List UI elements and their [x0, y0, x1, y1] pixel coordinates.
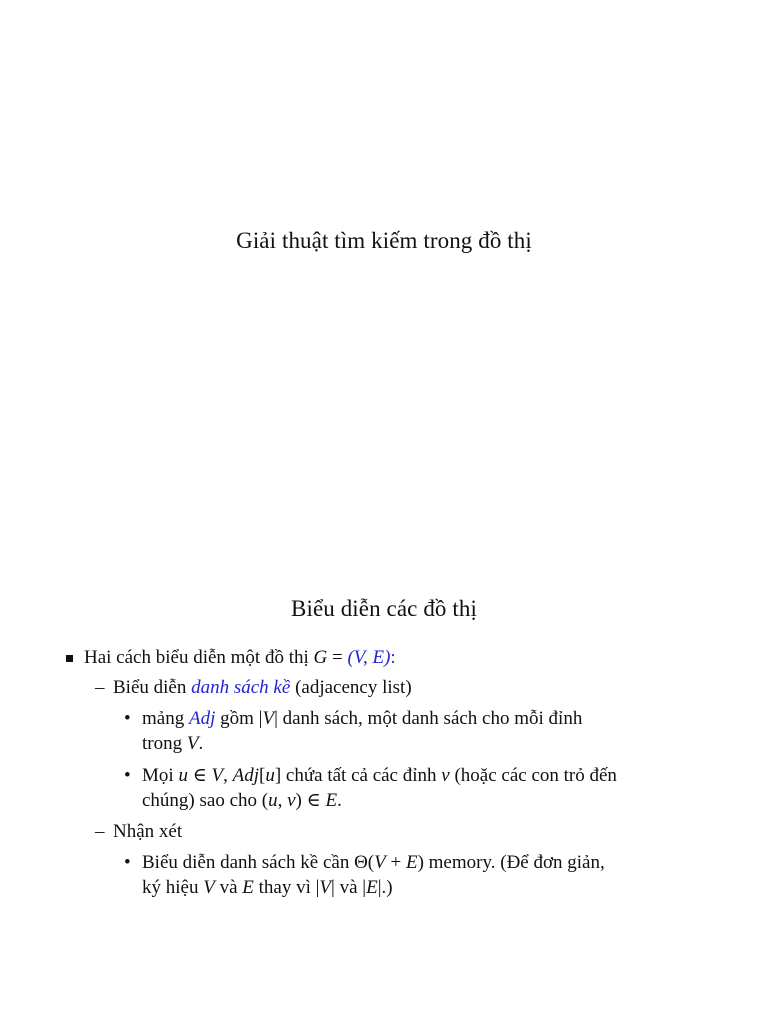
dot-bullet-icon: • — [124, 852, 131, 873]
bullet-two-representations: Hai cách biểu diễn một đồ thị G = (V, E): — [84, 647, 396, 668]
item-adj-array-line1: mảng Adj gồm |V| danh sách, một danh sách cho mỗi đỉnh — [142, 708, 583, 729]
item-every-u-line2: chúng) sao cho (u, v) ∈ E. — [142, 790, 342, 811]
item-every-u-line1: Mọi u ∈ V, Adj[u] chứa tất cả các đỉnh v (hoặc các con trỏ đến — [142, 765, 617, 786]
square-bullet-icon — [66, 655, 73, 662]
item-memory-line1: Biểu diễn danh sách kề cần Θ(V + E) memory. (Để đơn giản, — [142, 852, 605, 873]
slide-title-graph-representation: Biểu diễn các đồ thị — [291, 596, 477, 621]
dot-bullet-icon: • — [124, 708, 131, 729]
sub-bullet-remarks: Nhận xét — [113, 821, 183, 842]
dash-marker: – — [95, 821, 105, 842]
dot-bullet-icon: • — [124, 765, 131, 786]
slide-title-search: Giải thuật tìm kiếm trong đồ thị — [236, 228, 532, 253]
item-adj-array-line2: trong V. — [142, 733, 204, 754]
item-memory-line2: ký hiệu V và E thay vì |V| và |E|.) — [142, 877, 393, 898]
sub-bullet-adjacency-list: Biểu diễn danh sách kề (adjacency list) — [113, 677, 412, 698]
dash-marker: – — [95, 677, 105, 698]
